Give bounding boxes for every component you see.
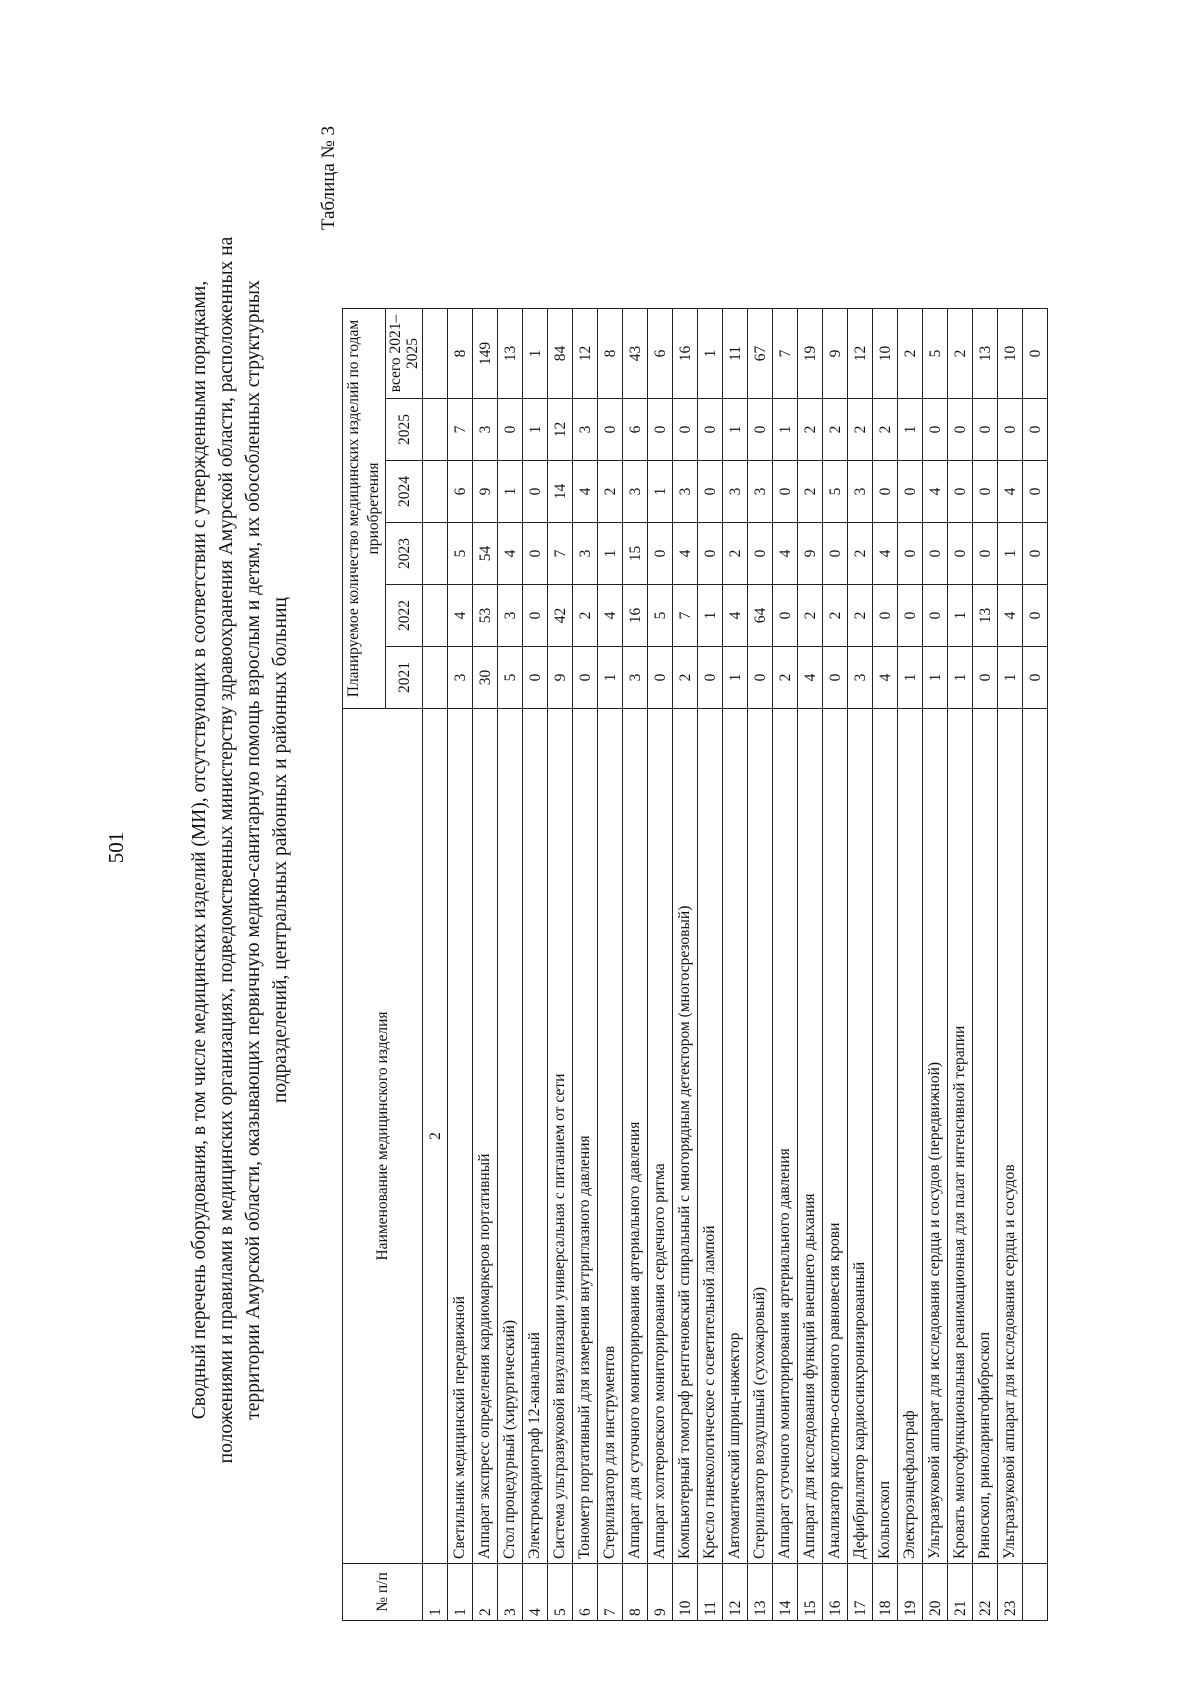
- year-value-cell: 0: [998, 399, 1023, 461]
- year-value-cell: 14: [548, 461, 573, 523]
- year-value-cell: 0: [873, 461, 898, 523]
- year-value-cell: 3: [673, 461, 698, 523]
- year-value-cell: 3: [473, 399, 498, 461]
- index-cell: [423, 461, 448, 523]
- year-value-cell: 4: [498, 523, 523, 585]
- year-value-cell: 1: [523, 399, 548, 461]
- total-cell: 84: [548, 309, 573, 399]
- total-cell: 6: [648, 309, 673, 399]
- year-value-cell: 0: [898, 523, 923, 585]
- index-cell: [423, 523, 448, 585]
- year-value-cell: 0: [523, 585, 548, 647]
- total-cell: 8: [448, 309, 473, 399]
- year-value-cell: 1: [998, 523, 1023, 585]
- year-value-cell: 2: [798, 461, 823, 523]
- row-number-cell: 19: [898, 1564, 923, 1621]
- year-value-cell: 64: [748, 585, 773, 647]
- total-cell: 9: [823, 309, 848, 399]
- year-value-cell: 0: [748, 523, 773, 585]
- year-value-cell: 2: [573, 585, 598, 647]
- table-row: [473, 309, 498, 1621]
- year-value-cell: 7: [448, 399, 473, 461]
- year-value-cell: 0: [948, 399, 973, 461]
- total-cell: 1: [523, 309, 548, 399]
- year-value-cell: 15: [623, 523, 648, 585]
- year-value-cell: 0: [1023, 523, 1048, 585]
- device-name-cell: Система ультразвуковой визуализации универсальная с питанием от сети: [548, 709, 573, 1564]
- year-value-cell: 4: [998, 585, 1023, 647]
- total-cell: 13: [973, 309, 998, 399]
- device-name-cell: Тонометр портативный для измерения внутриглазного давления: [573, 709, 598, 1564]
- row-number-cell: 3: [498, 1564, 523, 1621]
- total-cell: 11: [723, 309, 748, 399]
- row-number-cell: 12: [723, 1564, 748, 1621]
- device-name-cell: Автоматический шприц-инжектор: [723, 709, 748, 1564]
- year-value-cell: 1: [598, 523, 623, 585]
- table-row: [573, 309, 598, 1621]
- row-number-cell: 2: [473, 1564, 498, 1621]
- header-year: 2022: [386, 585, 423, 647]
- year-value-cell: 9: [548, 647, 573, 709]
- table-row: [523, 309, 548, 1621]
- index-cell: [423, 647, 448, 709]
- table-row: [648, 309, 673, 1621]
- year-value-cell: 3: [748, 461, 773, 523]
- year-value-cell: 2: [848, 399, 873, 461]
- total-cell: 13: [498, 309, 523, 399]
- year-value-cell: 0: [1023, 461, 1048, 523]
- device-name-cell: Светильник медицинский передвижной: [448, 709, 473, 1564]
- year-value-cell: 4: [773, 523, 798, 585]
- table-row: [973, 309, 998, 1621]
- device-name-cell: Стол процедурный (хирургический): [498, 709, 523, 1564]
- year-value-cell: 1: [948, 647, 973, 709]
- table-row: [598, 309, 623, 1621]
- row-number-cell: 16: [823, 1564, 848, 1621]
- row-number-cell: 23: [998, 1564, 1023, 1621]
- device-name-cell: Риноскоп, риноларингофиброскоп: [973, 709, 998, 1564]
- year-value-cell: 0: [823, 523, 848, 585]
- row-number-cell: 17: [848, 1564, 873, 1621]
- document-title: [186, 155, 294, 1545]
- device-name-cell: [1023, 709, 1048, 1564]
- year-value-cell: 4: [873, 523, 898, 585]
- device-name-cell: Аппарат холтеровского мониторирования сердечного ритма: [648, 709, 673, 1564]
- total-cell: 10: [998, 309, 1023, 399]
- table-row: [848, 309, 873, 1621]
- table-row: [773, 309, 798, 1621]
- table-label: Таблица № 3: [318, 126, 339, 231]
- total-cell: 2: [948, 309, 973, 399]
- year-value-cell: 1: [723, 647, 748, 709]
- year-value-cell: 6: [448, 461, 473, 523]
- year-value-cell: 12: [548, 399, 573, 461]
- device-name-cell: Электрокардиограф 12-канальный: [523, 709, 548, 1564]
- year-value-cell: 4: [998, 461, 1023, 523]
- table-row: [673, 309, 698, 1621]
- total-cell: 1: [698, 309, 723, 399]
- year-value-cell: 2: [673, 647, 698, 709]
- year-value-cell: 1: [898, 647, 923, 709]
- year-value-cell: 1: [498, 461, 523, 523]
- year-value-cell: 3: [723, 461, 748, 523]
- year-value-cell: 0: [898, 585, 923, 647]
- table-row: [898, 309, 923, 1621]
- index-cell: [423, 399, 448, 461]
- year-value-cell: 0: [923, 523, 948, 585]
- year-value-cell: 0: [973, 399, 998, 461]
- total-cell: 5: [923, 309, 948, 399]
- year-value-cell: 4: [723, 585, 748, 647]
- device-name-cell: Ультразвуковой аппарат для исследования сердца и сосудов: [998, 709, 1023, 1564]
- row-number-cell: 13: [748, 1564, 773, 1621]
- device-name-cell: Аппарат суточного мониторирования артериального давления: [773, 709, 798, 1564]
- device-name-cell: Кровать многофункциональная реанимационная для палат интенсивной терапии: [948, 709, 973, 1564]
- title-line: территории Амурской области, оказывающих первичную медико-санитарную помощь взрослым и детям, их обособленных структурных: [243, 280, 264, 1420]
- year-value-cell: 54: [473, 523, 498, 585]
- total-cell: 19: [798, 309, 823, 399]
- table-row: [498, 309, 523, 1621]
- year-value-cell: 9: [473, 461, 498, 523]
- year-value-cell: 1: [698, 585, 723, 647]
- table-header-row: [343, 309, 386, 1621]
- device-name-cell: Дефибриллятор кардиосинхронизированный: [848, 709, 873, 1564]
- year-value-cell: 3: [848, 647, 873, 709]
- total-cell: 16: [673, 309, 698, 399]
- year-value-cell: 0: [523, 523, 548, 585]
- header-year: 2021: [386, 647, 423, 709]
- header-year: 2024: [386, 461, 423, 523]
- total-cell: 8: [598, 309, 623, 399]
- year-value-cell: 0: [698, 461, 723, 523]
- row-number-cell: 20: [923, 1564, 948, 1621]
- title-line: Сводный перечень оборудования, в том числе медицинских изделий (МИ), отсутствующих в соответствии с утвержденными порядками,: [189, 280, 210, 1420]
- year-value-cell: 2: [723, 523, 748, 585]
- year-value-cell: 4: [673, 523, 698, 585]
- table-row: [623, 309, 648, 1621]
- row-number-cell: 18: [873, 1564, 898, 1621]
- year-value-cell: 7: [548, 523, 573, 585]
- total-cell: 43: [623, 309, 648, 399]
- year-value-cell: 0: [598, 399, 623, 461]
- header-total: всего 2021–2025: [386, 309, 423, 399]
- year-value-cell: 5: [498, 647, 523, 709]
- year-value-cell: 0: [698, 647, 723, 709]
- year-value-cell: 0: [748, 647, 773, 709]
- device-name-cell: Кресло гинекологическое с осветительной лампой: [698, 709, 723, 1564]
- year-value-cell: 0: [1023, 399, 1048, 461]
- year-value-cell: 0: [1023, 585, 1048, 647]
- title-line: подразделений, центральных районных и районных больниц: [270, 597, 291, 1104]
- row-number-cell: 10: [673, 1564, 698, 1621]
- device-name-cell: Стерилизатор для инструментов: [598, 709, 623, 1564]
- year-value-cell: 0: [523, 647, 548, 709]
- device-name-cell: Кольпоскоп: [873, 709, 898, 1564]
- year-value-cell: 7: [673, 585, 698, 647]
- year-value-cell: 6: [623, 399, 648, 461]
- year-value-cell: 16: [623, 585, 648, 647]
- total-cell: 2: [898, 309, 923, 399]
- year-value-cell: 4: [598, 585, 623, 647]
- year-value-cell: 42: [548, 585, 573, 647]
- year-value-cell: 0: [648, 523, 673, 585]
- table-row: [698, 309, 723, 1621]
- year-value-cell: 0: [523, 461, 548, 523]
- year-value-cell: 4: [448, 585, 473, 647]
- year-value-cell: 0: [973, 647, 998, 709]
- device-name-cell: Анализатор кислотно-основного равновесия крови: [823, 709, 848, 1564]
- row-number-cell: 8: [623, 1564, 648, 1621]
- year-value-cell: 2: [598, 461, 623, 523]
- year-value-cell: 0: [648, 399, 673, 461]
- table-row: [948, 309, 973, 1621]
- year-value-cell: 0: [1023, 647, 1048, 709]
- year-value-cell: 0: [823, 647, 848, 709]
- row-number-cell: 5: [548, 1564, 573, 1621]
- total-cell: 67: [748, 309, 773, 399]
- table-row: [873, 309, 898, 1621]
- table-row: [998, 309, 1023, 1621]
- year-value-cell: 4: [573, 461, 598, 523]
- header-planned-quantity: Планируемое количество медицинских изделий по годам приобретения: [343, 309, 386, 709]
- year-value-cell: 2: [823, 399, 848, 461]
- equipment-table: [342, 308, 1048, 1621]
- device-name-cell: Электроэнцефалограф: [898, 709, 923, 1564]
- index-cell: 2: [423, 709, 448, 1564]
- table-row: [1023, 309, 1048, 1621]
- year-value-cell: 0: [773, 585, 798, 647]
- year-value-cell: 1: [998, 647, 1023, 709]
- year-value-cell: 0: [898, 461, 923, 523]
- table-row: [448, 309, 473, 1621]
- year-value-cell: 30: [473, 647, 498, 709]
- table-row: [923, 309, 948, 1621]
- device-name-cell: Компьютерный томограф рентгеновский спиральный с многорядным детектором (многосрезовый): [673, 709, 698, 1564]
- total-cell: 7: [773, 309, 798, 399]
- row-number-cell: 14: [773, 1564, 798, 1621]
- year-value-cell: 3: [448, 647, 473, 709]
- total-cell: 10: [873, 309, 898, 399]
- year-value-cell: 3: [623, 647, 648, 709]
- header-year: 2025: [386, 399, 423, 461]
- index-cell: [423, 585, 448, 647]
- index-cell: 1: [423, 1564, 448, 1621]
- device-name-cell: Стерилизатор воздушный (сухожаровый): [748, 709, 773, 1564]
- year-value-cell: 1: [923, 647, 948, 709]
- table-row: [823, 309, 848, 1621]
- year-value-cell: 3: [623, 461, 648, 523]
- year-value-cell: 2: [773, 647, 798, 709]
- year-value-cell: 3: [573, 523, 598, 585]
- table-row: [723, 309, 748, 1621]
- row-number-cell: 22: [973, 1564, 998, 1621]
- year-value-cell: 2: [798, 399, 823, 461]
- device-name-cell: Аппарат экспресс определения кардиомаркеров портативный: [473, 709, 498, 1564]
- year-value-cell: 0: [873, 585, 898, 647]
- year-value-cell: 4: [798, 647, 823, 709]
- page-number: 501: [104, 831, 128, 864]
- year-value-cell: 5: [648, 585, 673, 647]
- table-row: [748, 309, 773, 1621]
- year-value-cell: 9: [798, 523, 823, 585]
- header-device-name: Наименование медицинского изделия: [343, 709, 423, 1564]
- year-value-cell: 0: [498, 399, 523, 461]
- title-line: положениями и правилами в медицинских организациях, подведомственных министерству здравоохранения Амурской области, расположенных на: [216, 236, 237, 1464]
- row-number-cell: 6: [573, 1564, 598, 1621]
- year-value-cell: 2: [848, 585, 873, 647]
- table-row: [548, 309, 573, 1621]
- year-value-cell: 0: [948, 523, 973, 585]
- year-value-cell: 0: [923, 585, 948, 647]
- table-row: [798, 309, 823, 1621]
- year-value-cell: 1: [898, 399, 923, 461]
- year-value-cell: 0: [973, 461, 998, 523]
- year-value-cell: 5: [823, 461, 848, 523]
- year-value-cell: 53: [473, 585, 498, 647]
- year-value-cell: 0: [573, 647, 598, 709]
- index-cell: [423, 309, 448, 399]
- column-index-row: [423, 309, 448, 1621]
- total-cell: 0: [1023, 309, 1048, 399]
- year-value-cell: 0: [973, 523, 998, 585]
- year-value-cell: 1: [948, 585, 973, 647]
- header-number: № п/п: [343, 1564, 423, 1621]
- year-value-cell: 2: [798, 585, 823, 647]
- row-number-cell: 21: [948, 1564, 973, 1621]
- row-number-cell: 9: [648, 1564, 673, 1621]
- total-cell: 12: [573, 309, 598, 399]
- row-number-cell: 11: [698, 1564, 723, 1621]
- year-value-cell: 2: [823, 585, 848, 647]
- year-value-cell: 3: [848, 461, 873, 523]
- year-value-cell: 0: [948, 461, 973, 523]
- year-value-cell: 4: [873, 647, 898, 709]
- year-value-cell: 0: [673, 399, 698, 461]
- year-value-cell: 1: [773, 399, 798, 461]
- row-number-cell: 7: [598, 1564, 623, 1621]
- header-year: 2023: [386, 523, 423, 585]
- row-number-cell: 15: [798, 1564, 823, 1621]
- device-name-cell: Аппарат для суточного мониторирования артериального давления: [623, 709, 648, 1564]
- year-value-cell: 0: [773, 461, 798, 523]
- year-value-cell: 5: [448, 523, 473, 585]
- year-value-cell: 4: [923, 461, 948, 523]
- year-value-cell: 0: [648, 647, 673, 709]
- year-value-cell: 2: [848, 523, 873, 585]
- total-cell: 12: [848, 309, 873, 399]
- year-value-cell: 3: [573, 399, 598, 461]
- year-value-cell: 3: [498, 585, 523, 647]
- year-value-cell: 1: [723, 399, 748, 461]
- row-number-cell: 4: [523, 1564, 548, 1621]
- year-value-cell: 13: [973, 585, 998, 647]
- total-cell: 149: [473, 309, 498, 399]
- year-value-cell: 1: [648, 461, 673, 523]
- year-value-cell: 0: [698, 399, 723, 461]
- year-value-cell: 2: [873, 399, 898, 461]
- row-number-cell: [1023, 1564, 1048, 1621]
- device-name-cell: Ультразвуковой аппарат для исследования сердца и сосудов (передвижной): [923, 709, 948, 1564]
- year-value-cell: 0: [923, 399, 948, 461]
- device-name-cell: Аппарат для исследования функций внешнего дыхания: [798, 709, 823, 1564]
- year-value-cell: 0: [698, 523, 723, 585]
- year-value-cell: 0: [748, 399, 773, 461]
- year-value-cell: 1: [598, 647, 623, 709]
- row-number-cell: 1: [448, 1564, 473, 1621]
